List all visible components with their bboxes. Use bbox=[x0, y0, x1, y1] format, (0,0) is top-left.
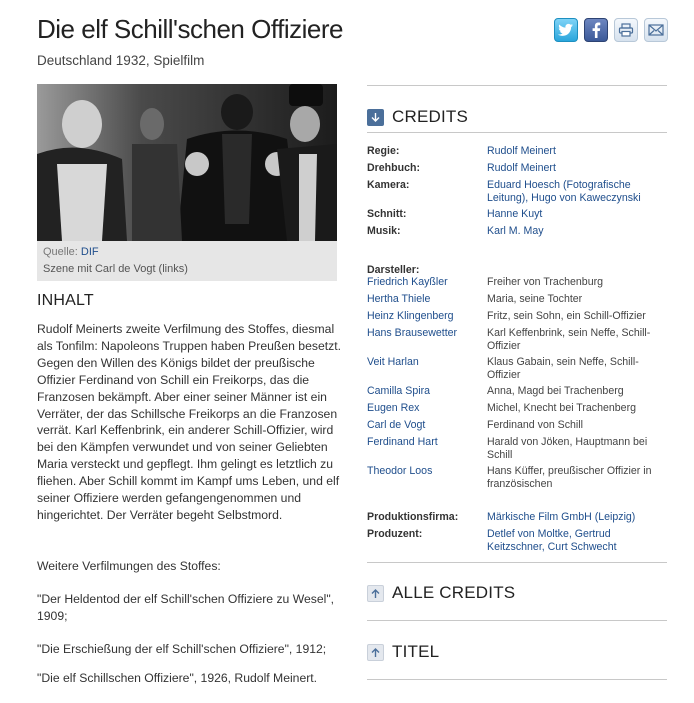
arrow-down-icon bbox=[367, 109, 384, 126]
photo-caption-text: Szene mit Carl de Vogt (links) bbox=[43, 263, 188, 275]
actor-link[interactable]: Carl de Vogt bbox=[367, 419, 426, 431]
actor-link[interactable]: Ferdinand Hart bbox=[367, 436, 438, 448]
credit-label: Produzent: bbox=[367, 528, 423, 540]
credit-label: Produktionsfirma: bbox=[367, 511, 459, 523]
page-title: Die elf Schill'schen Offiziere bbox=[37, 14, 343, 44]
credit-value[interactable]: Hanne Kuyt bbox=[487, 208, 543, 220]
cast-label: Darsteller: bbox=[367, 264, 420, 276]
divider bbox=[367, 85, 667, 86]
actor-link[interactable]: Camilla Spira bbox=[367, 385, 430, 397]
actor-role: Michel, Knecht bei Trachenberg bbox=[487, 402, 636, 414]
actor-role: Fritz, sein Sohn, ein Schill-Offizier bbox=[487, 310, 646, 322]
actor-link[interactable]: Veit Harlan bbox=[367, 356, 419, 368]
divider bbox=[367, 562, 667, 563]
actor-link[interactable]: Friedrich Kayßler bbox=[367, 276, 448, 288]
film-still-image[interactable] bbox=[37, 84, 337, 241]
actor-role: Karl Keffenbrink, sein Neffe, Schill-Offizier bbox=[487, 327, 651, 352]
credit-value[interactable]: Märkische Film GmbH (Leipzig) bbox=[487, 511, 636, 523]
actor-role: Anna, Magd bei Trachenberg bbox=[487, 385, 624, 397]
credits-header[interactable] bbox=[367, 107, 667, 127]
alle-credits-header[interactable] bbox=[367, 583, 667, 603]
photo-source-label: Quelle: bbox=[43, 246, 78, 258]
divider bbox=[367, 132, 667, 133]
actor-link[interactable]: Eugen Rex bbox=[367, 402, 420, 414]
facebook-icon[interactable] bbox=[584, 18, 608, 42]
arrow-up-icon bbox=[367, 585, 384, 602]
credit-label: Drehbuch: bbox=[367, 162, 420, 174]
actor-link[interactable]: Heinz Klingenberg bbox=[367, 310, 454, 322]
credit-value[interactable]: Rudolf Meinert bbox=[487, 145, 556, 157]
actor-role: Harald von Jöken, Hauptmann bei Schill bbox=[487, 436, 648, 461]
credits-title: CREDITS bbox=[392, 107, 469, 126]
actor-role: Klaus Gabain, sein Neffe, Schill-Offizier bbox=[487, 356, 639, 381]
divider bbox=[367, 679, 667, 680]
actor-role: Freiher von Trachenburg bbox=[487, 276, 604, 288]
titel-title: TITEL bbox=[392, 642, 440, 661]
credit-value[interactable]: Rudolf Meinert bbox=[487, 162, 556, 174]
inhalt-heading: INHALT bbox=[37, 292, 94, 309]
credit-label: Musik: bbox=[367, 225, 401, 237]
alle-credits-title: ALLE CREDITS bbox=[392, 583, 516, 602]
credit-value[interactable]: Karl M. May bbox=[487, 225, 544, 237]
divider bbox=[367, 620, 667, 621]
actor-link[interactable]: Theodor Loos bbox=[367, 465, 433, 477]
adaptation-item: "Die elf Schillschen Offiziere", 1926, Rudolf Meinert. bbox=[37, 671, 318, 685]
photo-source-link[interactable]: DIF bbox=[80, 246, 99, 258]
arrow-up-icon bbox=[367, 644, 384, 661]
print-icon[interactable] bbox=[614, 18, 638, 42]
more-adaptations-heading: Weitere Verfilmungen des Stoffes: bbox=[37, 559, 221, 573]
credit-label: Schnitt: bbox=[367, 208, 407, 220]
credit-label: Kamera: bbox=[367, 179, 410, 191]
twitter-icon[interactable] bbox=[554, 18, 578, 42]
mail-icon[interactable] bbox=[644, 18, 668, 42]
adaptation-item: "Die Erschießung der elf Schill'schen Offiziere", 1912; bbox=[37, 642, 327, 656]
actor-role: Hans Küffer, preußischer Offizier in französischen bbox=[487, 465, 652, 490]
actor-link[interactable]: Hertha Thiele bbox=[367, 293, 431, 305]
photo-caption bbox=[37, 241, 337, 281]
credit-label: Regie: bbox=[367, 145, 400, 157]
adaptation-item: "Der Heldentod der elf Schill'schen Offiziere zu Wesel", 1909; bbox=[37, 592, 335, 623]
credit-value[interactable]: Detlef von Moltke, Gertrud Keitzschner, Curt Schwecht bbox=[487, 528, 617, 553]
actor-role: Maria, seine Tochter bbox=[487, 293, 583, 305]
inhalt-text: Rudolf Meinerts zweite Verfilmung des Stoffes, diesmal als Tonfilm: Napoleons Truppen haben Preußen besetzt. Gegen den Willen des Königs bildet der preußische Offizier Ferdinand von Schill ein Freikorps, das die Franzosen bekämpft. Aber einer seiner Männer ist ein Verräter, der das Schillsche Freikorps an die Franzosen verrät. Karl Keffenbrink, ein anderer Schill-Offizier, wird bei den Kämpfen verwundet und von seiner Geliebten Maria versteckt und gepflegt. Ihm gelingt es letztlich zu fliehen. Aber Schill kommt im Kampf ums Leben, und elf seiner Offiziere werden gefangengenommen und hingerichtet. Der Verräter begeht Selbstmord. bbox=[37, 322, 341, 522]
actor-role: Ferdinand von Schill bbox=[487, 419, 583, 431]
share-bar bbox=[554, 18, 668, 42]
page-subtitle: Deutschland 1932, Spielfilm bbox=[37, 53, 205, 68]
credit-value[interactable]: Eduard Hoesch (Fotografische Leitung), Hugo von Kaweczynski bbox=[487, 179, 641, 204]
actor-link[interactable]: Hans Brausewetter bbox=[367, 327, 458, 339]
titel-header[interactable] bbox=[367, 642, 667, 662]
